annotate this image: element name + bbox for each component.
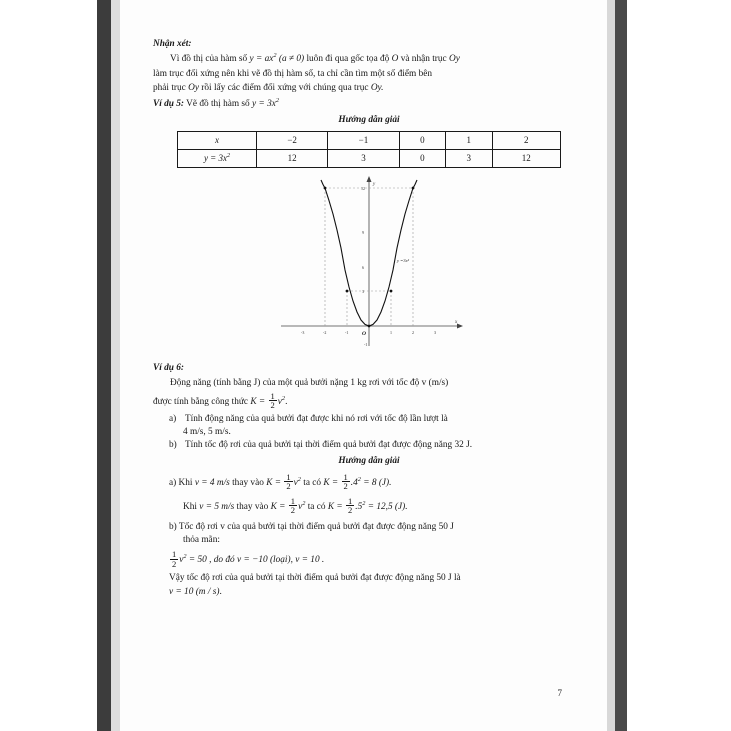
frac-den: 2 [270, 400, 275, 411]
example5-label: Ví dụ 5: [153, 98, 184, 109]
remark-formula-exp: 2 [273, 52, 277, 60]
page-sheet [120, 0, 607, 731]
sol-a1-mid: thay vào [232, 477, 264, 488]
question-b-text: Tính tốc độ rơi của quả bưởi tại thời điểm quả bưởi đạt được động năng 32 J. [185, 440, 473, 451]
x-axis-label: x [455, 320, 458, 326]
scan-edge-left-dark [97, 0, 111, 731]
question-b [153, 439, 585, 452]
point-neg2-12 [324, 187, 327, 190]
fraction-one-half-2 [284, 473, 292, 491]
table-cell-x-5: 2 [492, 132, 561, 150]
fraction-one-half-4 [289, 497, 297, 515]
fraction-one-half-1 [269, 392, 277, 410]
y-axis-arrow [367, 176, 372, 182]
fraction-one-half-3 [342, 473, 350, 491]
example6-p2-text: được tính bằng công thức [153, 396, 249, 407]
x-axis-arrow [457, 324, 463, 329]
solution-b-line1: b) Tốc độ rơi v của quả bưởi tại thời điểm quả bưởi đạt được động năng 50 J [169, 521, 454, 532]
sol-a1-taco: ta có [303, 477, 322, 488]
sol-a2-valexp: 2 [362, 499, 366, 507]
example6-v-exp: 2 [281, 394, 286, 402]
parabola-svg [269, 174, 469, 356]
x-tick-3: 3 [434, 330, 436, 336]
solution-b-final [153, 586, 585, 599]
sol-a2-mid: thay vào [236, 501, 269, 512]
table-header-y-text: y = 3x [203, 153, 227, 164]
sol-a2-K2: K = [327, 501, 343, 512]
sol-a2-K: K = [270, 501, 286, 512]
remark-heading: Nhận xét: [153, 39, 192, 49]
y-tick-neg1: -1 [364, 342, 368, 348]
sol-a1-val: .4 [350, 477, 358, 488]
x-tick-2: 2 [412, 330, 414, 336]
point-1-3 [390, 290, 393, 293]
table-cell-y-1: 12 [257, 150, 328, 168]
remark-line3-b: rồi lấy các điểm đối xứng với chúng qua trục [201, 82, 369, 93]
sol-a2-v: v = 5 m/s [199, 501, 235, 512]
sol-a2-taco: ta có [307, 501, 326, 512]
point-neg1-3 [346, 290, 349, 293]
frac-num: 1 [286, 471, 291, 482]
example6-p2-end: . [285, 396, 288, 407]
origin-label: O [362, 331, 366, 338]
sol-a2-pre: Khi [183, 501, 197, 512]
question-a [153, 413, 585, 426]
remark-origin-o: O [391, 54, 399, 65]
sol-a1-K2: K = [323, 477, 339, 488]
remark-paragraph-line1 [153, 52, 585, 66]
remark-paragraph-line3 [153, 82, 585, 95]
remark-text-c: và nhận trục [400, 54, 447, 65]
remark-text-b: luôn đi qua gốc tọa độ [306, 54, 390, 65]
remark-axis-oy: Oy [448, 54, 460, 65]
example5-formula-exp: 2 [275, 96, 279, 104]
frac-num: 1 [172, 549, 177, 560]
table-cell-y-4: 3 [446, 150, 492, 168]
remark-text-a: Vì đồ thị của hàm số [170, 54, 248, 65]
fraction-one-half-5 [346, 497, 354, 515]
example6-paragraph2 [153, 392, 585, 410]
table-row-y [178, 150, 561, 168]
sol-a2-vexp: 2 [302, 499, 306, 507]
table-header-y [178, 150, 257, 168]
sol-a1-valexp: 2 [357, 475, 361, 483]
frac-num: 1 [347, 495, 353, 506]
table-cell-y-5: 12 [492, 150, 561, 168]
solution-a1 [153, 473, 585, 491]
point-2-12 [412, 187, 415, 190]
x-tick-neg3: -3 [301, 330, 305, 336]
sol-b5-end: . [219, 586, 222, 597]
question-a-text2: 4 m/s, 5 m/s. [183, 427, 231, 437]
sol-a2-val: .5 [355, 501, 363, 512]
y-tick-3: 3 [362, 289, 364, 295]
question-b-label: b) [169, 440, 177, 451]
curve-function-label: y =3x² [397, 258, 410, 264]
example6-paragraph1: Động năng (tính bằng J) của một quả bưởi nặng 1 kg rơi với tốc độ v (m/s) [170, 377, 449, 388]
y-tick-9: 9 [362, 230, 364, 236]
remark-formula: y = ax [249, 54, 274, 65]
table-cell-x-4: 1 [446, 132, 492, 150]
sol-b5-v: v = 10 [169, 586, 194, 597]
table-row-x [178, 132, 561, 150]
table-cell-x-3: 0 [399, 132, 445, 150]
remark-line3-a: phải trục [153, 82, 186, 93]
table-header-x: x [178, 132, 257, 150]
sol-b5-unit: (m / s) [195, 586, 220, 597]
frac-den: 2 [290, 505, 296, 516]
guide-label-2: Hướng dẫn giải [338, 456, 400, 467]
sol-a1-vsq: v [293, 477, 298, 488]
sol-a1-res: = 8 (J). [363, 477, 392, 488]
solution-b-equation [153, 550, 585, 568]
guide-label-1: Hướng dẫn giải [338, 115, 400, 126]
example5-line [153, 97, 585, 111]
example5-formula: y = 3x [252, 98, 276, 109]
x-tick-neg2: -2 [323, 330, 327, 336]
x-tick-1: 1 [390, 330, 392, 336]
question-a-text: Tính động năng của quả bưởi đạt được khi nó rơi với tốc độ lần lượt là [185, 413, 448, 424]
sol-a1-pre: a) Khi [169, 477, 193, 488]
remark-condition: (a ≠ 0) [278, 54, 305, 65]
remark-paragraph-line2: làm trục đối xứng nên khi vẽ đồ thị hàm số, ta chỉ cần tìm một số điểm bên [153, 69, 432, 80]
x-tick-neg1: -1 [345, 330, 349, 336]
solution-b-conclusion: Vậy tốc độ rơi của quả bưởi tại thời điểm quả bưởi đạt được động năng 50 J là [169, 573, 461, 584]
sol-b3-v: v [179, 555, 184, 566]
table-cell-x-1: −2 [257, 132, 328, 150]
frac-den: 2 [172, 558, 177, 569]
frac-num: 1 [343, 471, 348, 482]
parabola-graph [269, 174, 469, 356]
frac-num: 1 [290, 495, 296, 506]
remark-line3-oy: Oy [188, 82, 199, 93]
table-cell-y-2: 3 [328, 150, 399, 168]
sol-a2-res: = 12,5 (J). [367, 501, 408, 512]
page-number: 7 [557, 688, 562, 698]
remark-line3-oy2: Oy. [370, 82, 384, 93]
y-tick-6: 6 [362, 265, 364, 271]
example5-text: Vẽ đồ thị hàm số [186, 98, 250, 109]
value-table [177, 131, 561, 168]
sol-a2-vsq: v [298, 501, 303, 512]
scan-edge-right-light [607, 0, 615, 731]
example6-v: v [277, 396, 282, 407]
frac-den: 2 [347, 505, 353, 516]
sol-a1-K: K = [266, 477, 281, 488]
sol-b3-exp: 2 [183, 552, 187, 560]
question-a-label: a) [169, 413, 177, 424]
scan-edge-right-dark [615, 0, 627, 731]
scan-edge-left-light [111, 0, 120, 731]
solution-b-line2: thỏa mãn: [183, 535, 220, 545]
sol-b3-rest: = 50 , do đó v = −10 (loại), v = 10 . [188, 555, 325, 566]
table-header-y-exp: 2 [227, 153, 231, 160]
point-origin [368, 325, 371, 328]
sol-a1-vexp: 2 [297, 475, 301, 483]
y-axis-label: y [373, 182, 376, 188]
table-cell-x-2: −1 [328, 132, 399, 150]
frac-num: 1 [270, 390, 275, 401]
y-tick-12: 12 [361, 186, 365, 192]
solution-a2 [153, 497, 585, 515]
fraction-one-half-6 [170, 550, 178, 568]
table-cell-y-3: 0 [399, 150, 445, 168]
example6-label: Ví dụ 6: [153, 363, 184, 374]
example6-K: K = [250, 396, 266, 407]
frac-den: 2 [343, 481, 348, 492]
page-content [153, 38, 585, 599]
sol-a1-v: v = 4 m/s [194, 477, 230, 488]
frac-den: 2 [286, 481, 291, 492]
